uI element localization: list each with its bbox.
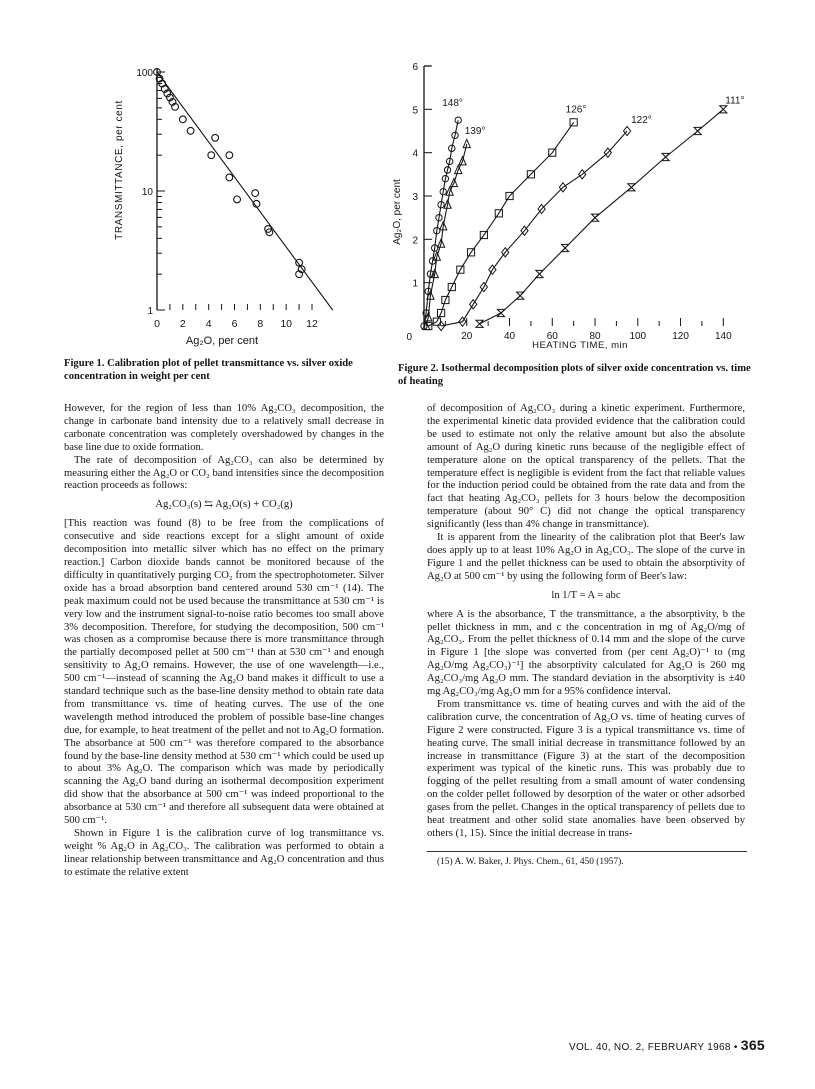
footnote: (15) A. W. Baker, J. Phys. Chem., 61, 450 (1957). (437, 856, 624, 867)
series-label: 122° (631, 115, 652, 126)
y-tick-label: 100 (136, 68, 153, 79)
figure-2 (390, 52, 745, 352)
data-point (179, 116, 186, 123)
figure-1-caption-label: Figure 1. (64, 358, 105, 369)
series-label: 126° (565, 104, 587, 116)
y-tick-label: 10 (141, 187, 153, 198)
journal-issue: VOL. 40, NO. 2, FEBRUARY 1968 (568, 1042, 731, 1053)
figure-1-caption (64, 357, 374, 383)
x-tick-label: 10 (280, 318, 293, 330)
data-point (226, 152, 233, 159)
series-label: 111° (725, 95, 745, 107)
figure-1 (100, 52, 345, 352)
data-point (517, 292, 524, 299)
figure-2-caption (398, 362, 758, 388)
data-point (694, 127, 701, 134)
x-tick-label: 120 (672, 331, 689, 342)
data-point (226, 174, 233, 181)
data-point (536, 270, 543, 277)
series-111-deg (476, 95, 745, 327)
x-tick-label: 60 (546, 331, 558, 342)
y-tick-label: 6 (412, 62, 418, 73)
paragraph: of decomposition of Ag₂CO₃ during a kinetic experiment. Furthermore, the experimental kinetic data provided evidence that the calibration could be used to estimate not only the relative amount but also the absolute amount of Ag₂O during kinetic runs because of the negligible effect of temperature alone on the optical transparency of the pellets. That the temperature effect is negligible is evident from the fact that reliable values for the induction period could be obtained from the rate data and from the fact that heating Ag₂CO₃ pellets for 3 hours below the decomposition temperature (about 90° C) did not change the optical transparency significantly (less than 4% change in transmittance). (427, 403, 745, 531)
figure-1-caption-text: Calibration plot of pellet transmittance vs. silver oxide concentration in weight per cent (64, 358, 353, 382)
x-tick-label: 40 (503, 331, 516, 342)
y-tick-label: 1 (412, 278, 418, 290)
series-line (441, 131, 627, 326)
data-point (252, 190, 259, 197)
data-point (234, 196, 241, 203)
paragraph: It is apparent from the linearity of the calibration plot that Beer's law does apply up to at least 10% Ag₂O in Ag₂CO₃. The slope of the curve in Figure 1 and the pellet thickness can be used to obtain the absorptivity of Ag₂O at 500 cm⁻¹ by using the following form of Beer's law: (427, 532, 745, 582)
data-point (212, 134, 219, 141)
series-label: 148° (442, 98, 463, 110)
data-point (662, 153, 669, 160)
series-126-deg (425, 104, 587, 329)
left-column (64, 403, 384, 880)
paragraph: Shown in Figure 1 is the calibration curve of log transmittance vs. weight % Ag₂O in Ag₂CO₃. The calibration was performed to obtain a linear relationship between transmittance and Ag₂O concentration and thus to estimate the relative extent (64, 828, 384, 878)
right-column (427, 403, 745, 869)
data-point (476, 320, 483, 327)
y-tick-label: 1 (147, 306, 153, 317)
data-point (208, 152, 215, 159)
paragraph: where A is the absorbance, T the transmittance, a the absorptivity, b the pellet thickness in mm, and c the concentration in mg of Ag₂O/mg of Ag₂CO₃. From the pellet thickness of 0.14 mm and the slope of the curve in Figure 1 [the slope was converted from (per cent Ag₂O)⁻¹ to (mg Ag₂O/mg Ag₂CO₃)⁻¹] the absorptivity calculated for Ag₂O is 260 mg Ag₂CO₃/mg Ag₂O mm. The standard deviation in the absorptivity is ±40 mg Ag₂CO₃/mg Ag₂O mm for a 95% confidence interval. (427, 608, 745, 698)
x-tick-label: 20 (461, 331, 473, 342)
figure-1-xlabel: Ag₂O, per cent (185, 335, 259, 347)
footnote-divider (427, 851, 747, 852)
x-tick-label: 4 (205, 318, 212, 330)
series-line (428, 122, 573, 326)
series-148-deg (421, 98, 463, 329)
x-tick-label: 140 (714, 331, 732, 342)
paragraph: From transmittance vs. time of heating curves and with the aid of the calibration curve, the concentration of Ag₂O vs. time of heating curves of Figure 2 were constructed. Figure 3 is a typical transmittance vs. time of heating curve. The small initial decrease in transmittance followed by an increase in transmittance (Figure 3) at the start of the decomposition experiment was typical of the kinetic runs. This was probably due to fogging of the pellet resulting from a small amount of water condensing on the colder pellet followed by desorption of the water or other adsorbed gases from the pellet. Changes in the optical transparency of pellets due to heat treatment and other solid state anomalies have been observed by others (1, 15). Since the initial decrease in trans- (427, 698, 745, 839)
y-tick-label: 0 (406, 332, 412, 343)
figure-1-ylabel: TRANSMITTANCE, per cent (114, 100, 125, 240)
paragraph: The rate of decomposition of Ag₂CO₃ can also be determined by measuring either the Ag₂O or CO₂ band intensities since the decomposition reaction proceeds as follows: (64, 454, 384, 492)
data-point (720, 106, 727, 113)
y-tick-label: 3 (412, 192, 418, 203)
y-tick-label: 5 (412, 105, 418, 117)
x-tick-label: 12 (306, 318, 318, 330)
x-tick-label: 2 (179, 318, 186, 330)
x-tick-label: 0 (154, 318, 160, 330)
data-point (562, 244, 569, 251)
equation-beers-law: ln 1/T = A = abc (551, 589, 621, 601)
figure-2-ylabel: Ag₂O, per cent (392, 179, 403, 245)
figure-1-plot (100, 52, 345, 352)
figure-2-caption-label: Figure 2. (398, 363, 439, 374)
y-tick-label: 2 (412, 235, 418, 247)
equation-decomposition: Ag₂CO₃(s) ⇆ Ag₂O(s) + CO₂(g) (155, 499, 293, 511)
x-tick-label: 6 (231, 318, 238, 330)
fit-line (157, 72, 333, 310)
data-point (497, 309, 504, 316)
data-point (187, 127, 194, 134)
y-tick-label: 4 (412, 148, 418, 160)
series-label: 139° (464, 126, 486, 137)
paragraph: [This reaction was found (8) to be free from the complications of consecutive and side reactions except for a slight amount of oxide decomposition into metallic silver which has no effect on the primary reaction.] Carbon dioxide bands cannot be monitored because of the difficulty in quantitatively purging CO₂ from the spectrophotometer. Silver oxide has a broad absorption band centered around 530 cm⁻¹ (14). The peak maximum could not be used because the transmittance at 530 cm⁻¹ is very low and the instrument signal-to-noise ratio becomes too small above 3% decomposition. Therefore, for studying the decomposition, 500 cm⁻¹ was chosen as a compromise because there is more transmittance through the partially decomposed pellet at 500 cm⁻¹ than at 530 cm⁻¹ and enough sensitivity to Ag₂O remains. However, the use of one wavelength—i.e., 500 cm⁻¹—instead of scanning the Ag₂O band makes it difficult to use a standard technique such as the base-line density method to obtain rate data from transmittance vs. time of heating curves. The use of the one wavelength method introduced the problem of possible base-line changes due, for example, to heat treatment of the pellet and not to Ag₂O formation. The absorbance at 500 cm⁻¹ was therefore compared to the absorbance found by the base-line density method at 530 cm⁻¹ which could be used up to about 3% Ag₂O. The comparison which was made by periodically scanning the Ag₂O band during an isothermal decomposition experiment did show that the absorbance at 500 cm⁻¹ was indeed proportional to the absorbance at 530 cm⁻¹ and therefore all subsequent data were obtained at 500 cm⁻¹. (64, 518, 384, 827)
page-number: 365 (740, 1037, 765, 1053)
data-point (628, 184, 635, 191)
data-point (591, 214, 598, 221)
figure-2-plot (390, 52, 745, 352)
figure-2-caption-text: Isothermal decomposition plots of silver oxide concentration vs. time of heating (398, 363, 751, 387)
x-tick-label: 80 (589, 331, 601, 342)
x-tick-label: 100 (629, 331, 647, 342)
x-tick-label: 8 (257, 318, 264, 330)
page-footer (569, 1037, 765, 1053)
footer-bullet: • (733, 1042, 738, 1053)
figure-2-xlabel: HEATING TIME, min (532, 340, 628, 351)
paragraph: However, for the region of less than 10% Ag₂CO₃ decomposition, the change in carbonate band intensity due to a relatively small decrease in carbonate concentration was completely overshadowed by changes in the base line due to oxide formation. (64, 403, 384, 453)
